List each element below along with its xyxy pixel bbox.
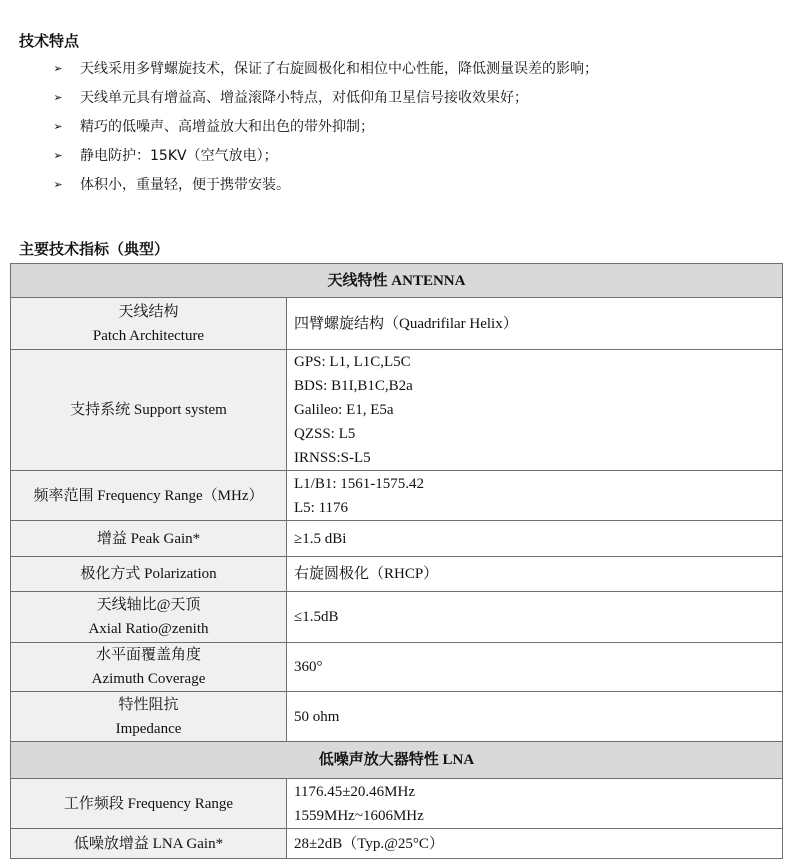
spec-value: 50 ohm <box>287 692 783 742</box>
spec-row-polarization <box>11 557 783 592</box>
spec-value: GPS: L1, L1C,L5C BDS: B1I,B1C,B2a Galileo: E1, E5a QZSS: L5 IRNSS:S-L5 <box>287 350 783 471</box>
spec-label: 低噪放增益 LNA Gain* <box>11 829 287 859</box>
spec-row-support-system <box>11 350 783 471</box>
arrow-bullet-icon: ➢ <box>53 149 63 162</box>
spec-row-lna-gain <box>11 829 783 859</box>
spec-row-axial-ratio <box>11 592 783 643</box>
spec-row-azimuth-coverage <box>11 643 783 692</box>
arrow-bullet-icon: ➢ <box>53 120 63 133</box>
spec-label: 水平面覆盖角度 Azimuth Coverage <box>11 643 287 692</box>
spec-row-frequency-range <box>11 471 783 521</box>
feature-item <box>0 56 790 82</box>
arrow-bullet-icon: ➢ <box>53 178 63 191</box>
spec-value: 右旋圆极化（RHCP） <box>287 557 783 592</box>
spec-value: 28±2dB（Typ.@25°C） <box>287 829 783 859</box>
spec-value: L1/B1: 1561-1575.42 L5: 1176 <box>287 471 783 521</box>
spec-value: 1176.45±20.46MHz 1559MHz~1606MHz <box>287 779 783 829</box>
spec-table <box>10 263 783 859</box>
feature-text: 精巧的低噪声、高增益放大和出色的带外抑制； <box>80 119 374 135</box>
arrow-bullet-icon: ➢ <box>53 91 63 104</box>
arrow-bullet-icon: ➢ <box>53 62 63 75</box>
antenna-header-row <box>11 264 783 298</box>
spec-label: 支持系统 Support system <box>11 350 287 471</box>
feature-item <box>0 143 790 169</box>
feature-text: 天线采用多臂螺旋技术，保证了右旋圆极化和相位中心性能，降低测量误差的影响； <box>80 61 598 77</box>
spec-label: 极化方式 Polarization <box>11 557 287 592</box>
spec-value: 360° <box>287 643 783 692</box>
spec-row-impedance <box>11 692 783 742</box>
spec-label: 天线轴比@天顶 Axial Ratio@zenith <box>11 592 287 643</box>
feature-text: 天线单元具有增益高、增益滚降小特点，对低仰角卫星信号接收效果好； <box>80 90 528 106</box>
spec-value: 四臂螺旋结构（Quadrifilar Helix） <box>287 298 783 350</box>
feature-item <box>0 172 790 198</box>
spec-row-architecture <box>11 298 783 350</box>
feature-item <box>0 85 790 111</box>
lna-header-row <box>11 742 783 779</box>
feature-text: 体积小，重量轻，便于携带安装。 <box>80 177 290 193</box>
spec-label: 增益 Peak Gain* <box>11 521 287 557</box>
spec-label: 频率范围 Frequency Range（MHz） <box>11 471 287 521</box>
spec-value: ≥1.5 dBi <box>287 521 783 557</box>
spec-label: 天线结构 Patch Architecture <box>11 298 287 350</box>
spec-label: 工作频段 Frequency Range <box>11 779 287 829</box>
spec-value: ≤1.5dB <box>287 592 783 643</box>
feature-text: 静电防护：15KV（空气放电）； <box>80 148 278 164</box>
feature-item <box>0 114 790 140</box>
specs-title: 主要技术指标（典型） <box>19 240 170 258</box>
spec-row-lna-frequency-range <box>11 779 783 829</box>
antenna-section-header: 天线特性 ANTENNA <box>11 264 783 298</box>
features-title: 技术特点 <box>19 32 80 50</box>
spec-label: 特性阻抗 Impedance <box>11 692 287 742</box>
lna-section-header: 低噪声放大器特性 LNA <box>11 742 783 779</box>
spec-row-peak-gain <box>11 521 783 557</box>
